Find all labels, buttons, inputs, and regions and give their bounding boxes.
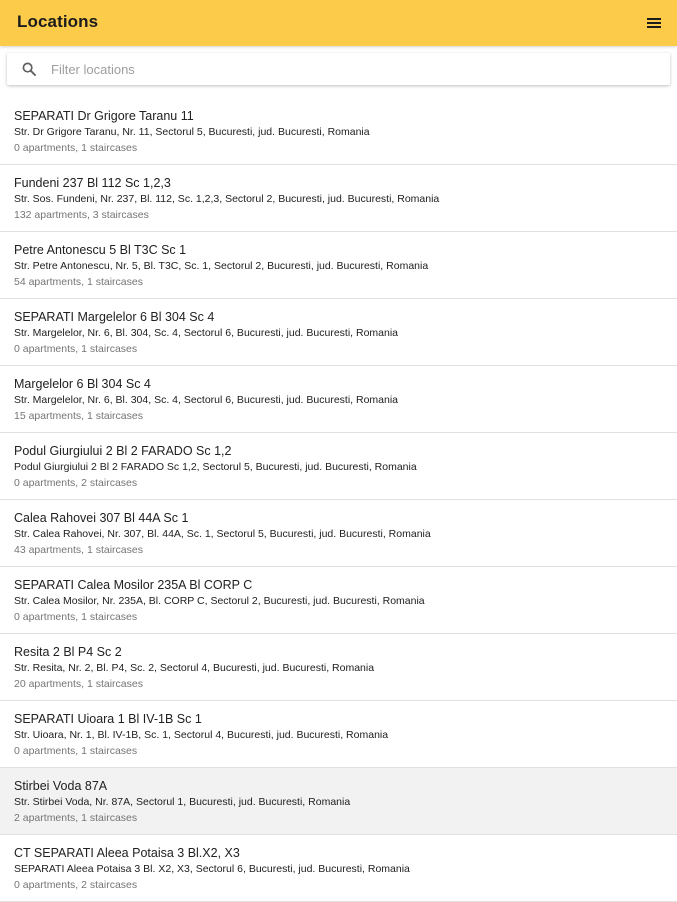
search-input[interactable]	[51, 59, 651, 79]
list-item[interactable]	[0, 567, 677, 634]
location-address: Podul Giurgiului 2 Bl 2 FARADO Sc 1,2, Sectorul 5, Bucuresti, jud. Bucuresti, Romania	[14, 461, 417, 473]
list-item[interactable]	[0, 299, 677, 366]
location-title: Fundeni 237 Bl 112 Sc 1,2,3	[14, 176, 171, 190]
list-item[interactable]	[0, 366, 677, 433]
location-address: Str. Resita, Nr. 2, Bl. P4, Sc. 2, Sectorul 4, Bucuresti, jud. Bucuresti, Romania	[14, 662, 375, 674]
list-item[interactable]	[0, 433, 677, 500]
location-stats: 20 apartments, 1 staircases	[14, 678, 143, 690]
location-title: SEPARATI Uioara 1 Bl IV-1B Sc 1	[14, 712, 202, 726]
menu-line	[647, 22, 661, 24]
location-title: SEPARATI Calea Mosilor 235A Bl CORP C	[14, 578, 253, 592]
list-item[interactable]	[0, 98, 677, 165]
location-address: Str. Dr Grigore Taranu, Nr. 11, Sectorul 5, Bucuresti, jud. Bucuresti, Romania	[14, 126, 370, 138]
location-stats: 0 apartments, 1 staircases	[14, 611, 138, 623]
list-item[interactable]	[0, 701, 677, 768]
list-item[interactable]	[0, 768, 677, 835]
location-stats: 43 apartments, 1 staircases	[14, 544, 143, 556]
location-stats: 0 apartments, 2 staircases	[14, 477, 138, 489]
location-stats: 0 apartments, 2 staircases	[14, 879, 138, 891]
search-bar[interactable]	[7, 53, 670, 85]
list-item[interactable]	[0, 634, 677, 701]
location-title: Podul Giurgiului 2 Bl 2 FARADO Sc 1,2	[14, 444, 232, 458]
hamburger-menu-icon[interactable]	[641, 10, 667, 36]
list-item[interactable]	[0, 500, 677, 567]
locations-list	[0, 98, 677, 902]
location-title: SEPARATI Margelelor 6 Bl 304 Sc 4	[14, 310, 215, 324]
app-bar	[0, 0, 677, 46]
location-title: SEPARATI Dr Grigore Taranu 11	[14, 109, 194, 123]
menu-line	[647, 26, 661, 28]
location-address: SEPARATI Aleea Potaisa 3 Bl. X2, X3, Sectorul 6, Bucuresti, jud. Bucuresti, Romania	[14, 863, 410, 875]
list-item[interactable]	[0, 165, 677, 232]
location-address: Str. Petre Antonescu, Nr. 5, Bl. T3C, Sc. 1, Sectorul 2, Bucuresti, jud. Bucuresti, Romania	[14, 260, 429, 272]
list-item[interactable]	[0, 835, 677, 902]
location-stats: 54 apartments, 1 staircases	[14, 276, 143, 288]
location-title: Petre Antonescu 5 Bl T3C Sc 1	[14, 243, 187, 257]
menu-line	[647, 18, 661, 20]
location-address: Str. Sos. Fundeni, Nr. 237, Bl. 112, Sc. 1,2,3, Sectorul 2, Bucuresti, jud. Bucuresti, Romania	[14, 193, 440, 205]
location-stats: 132 apartments, 3 staircases	[14, 209, 149, 221]
location-address: Str. Calea Rahovei, Nr. 307, Bl. 44A, Sc. 1, Sectorul 5, Bucuresti, jud. Bucuresti, Romania	[14, 528, 431, 540]
page-title: Locations	[17, 12, 99, 31]
location-stats: 0 apartments, 1 staircases	[14, 343, 138, 355]
location-address: Str. Margelelor, Nr. 6, Bl. 304, Sc. 4, Sectorul 6, Bucuresti, jud. Bucuresti, Romania	[14, 394, 399, 406]
location-stats: 2 apartments, 1 staircases	[14, 812, 138, 824]
location-stats: 0 apartments, 1 staircases	[14, 142, 138, 154]
location-address: Str. Calea Mosilor, Nr. 235A, Bl. CORP C, Sectorul 2, Bucuresti, jud. Bucuresti, Romania	[14, 595, 425, 607]
location-stats: 0 apartments, 1 staircases	[14, 745, 138, 757]
location-stats: 15 apartments, 1 staircases	[14, 410, 143, 422]
location-title: CT SEPARATI Aleea Potaisa 3 Bl.X2, X3	[14, 846, 240, 860]
location-title: Margelelor 6 Bl 304 Sc 4	[14, 377, 151, 391]
list-item[interactable]	[0, 232, 677, 299]
location-title: Resita 2 Bl P4 Sc 2	[14, 645, 122, 659]
location-address: Str. Stirbei Voda, Nr. 87A, Sectorul 1, Bucuresti, jud. Bucuresti, Romania	[14, 796, 351, 808]
location-address: Str. Margelelor, Nr. 6, Bl. 304, Sc. 4, Sectorul 6, Bucuresti, jud. Bucuresti, Romania	[14, 327, 399, 339]
location-title: Stirbei Voda 87A	[14, 779, 108, 793]
location-title: Calea Rahovei 307 Bl 44A Sc 1	[14, 511, 189, 525]
search-icon	[22, 62, 36, 76]
location-address: Str. Uioara, Nr. 1, Bl. IV-1B, Sc. 1, Sectorul 4, Bucuresti, jud. Bucuresti, Romania	[14, 729, 389, 741]
